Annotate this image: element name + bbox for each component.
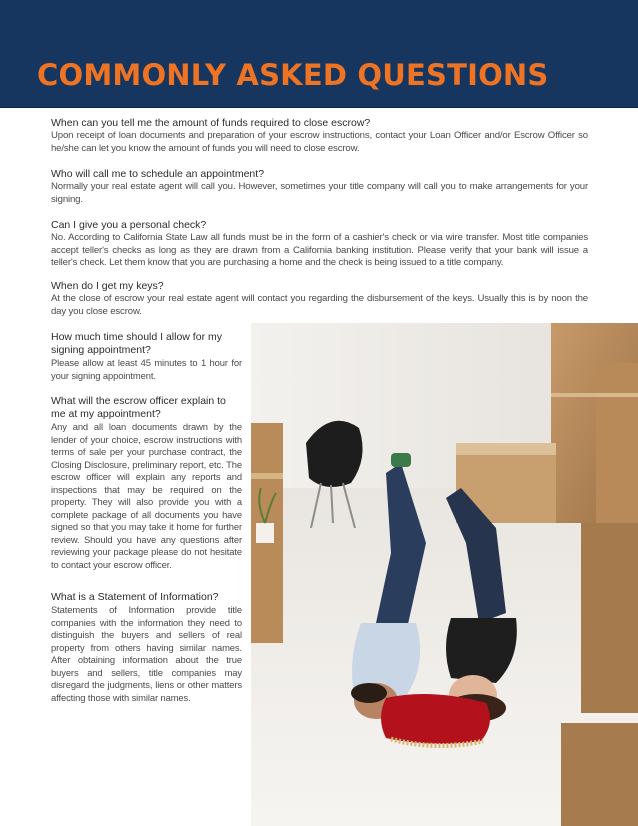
- faq-item-funds: [51, 117, 588, 155]
- faq-answer: Any and all loan documents drawn by the lender of your choice, escrow instructions with terms of sale per your purchase contract, the Closing Disclosure, preliminary report, etc. The escrow officer will explain any reports and inspections that may be required on the property. They will also provide you with a complete package of all documents you have signed so that you may take it home for further review. Should you have any questions after reviewing your package please do not hesitate to contact your escrow officer.: [51, 421, 242, 570]
- faq-question: What is a Statement of Information?: [51, 591, 219, 603]
- faq-item-statement-of-information: [51, 591, 242, 704]
- faq-item-keys: [51, 280, 588, 318]
- faq-answer: At the close of escrow your real estate agent will contact you regarding the disbursement of the keys. Usually this is by noon the day you close escrow.: [51, 293, 588, 317]
- box-foreground: [561, 723, 638, 826]
- faq-answer: Please allow at least 45 minutes to 1 hour for your signing appointment.: [51, 357, 242, 381]
- faq-answer: Upon receipt of loan documents and preparation of your escrow instructions, contact your Loan Officer and/or Escrow Officer so he/she can let you know the amount of funds you will need to close escrow.: [51, 130, 588, 154]
- faq-item-escrow-officer: [51, 395, 242, 571]
- faq-question: How much time should I allow for my signing appointment?: [51, 331, 222, 356]
- couple-with-moving-boxes-photo: [251, 323, 638, 826]
- faq-answer: Normally your real estate agent will call you. However, sometimes your title company will call you to make arrangements for your signing.: [51, 181, 588, 205]
- faq-question: Who will call me to schedule an appointment?: [51, 168, 265, 180]
- faq-question: What will the escrow officer explain to me at my appointment?: [51, 395, 226, 420]
- faq-question: When do I get my keys?: [51, 280, 164, 292]
- faq-question: When can you tell me the amount of funds required to close escrow?: [51, 117, 371, 129]
- red-pillow: [381, 694, 490, 746]
- photo-illustration: [251, 323, 638, 826]
- faq-question: Can I give you a personal check?: [51, 219, 207, 231]
- page-title: COMMONLY ASKED QUESTIONS: [37, 58, 549, 92]
- faq-item-personal-check: [51, 219, 588, 270]
- faq-answer: No. According to California State Law all funds must be in the form of a cashier's check or via wire transfer. Most title companies accept teller's checks as long as they are drawn from a California banking institution. Please verify that your bank will issue a teller's check. Let them know that you are purchasing a home and the check is being issued to a title company.: [51, 232, 588, 269]
- faq-answer: Statements of Information provide title companies with the information they need to distinguish the buyers and sellers of real property from others having similar names. After obtaining information about the true buyers and sellers, title companies may disregard the judgments, liens or other matters affecting those with similar names.: [51, 604, 242, 703]
- faq-item-appointment: [51, 168, 588, 206]
- faq-item-signing-time: [51, 331, 242, 382]
